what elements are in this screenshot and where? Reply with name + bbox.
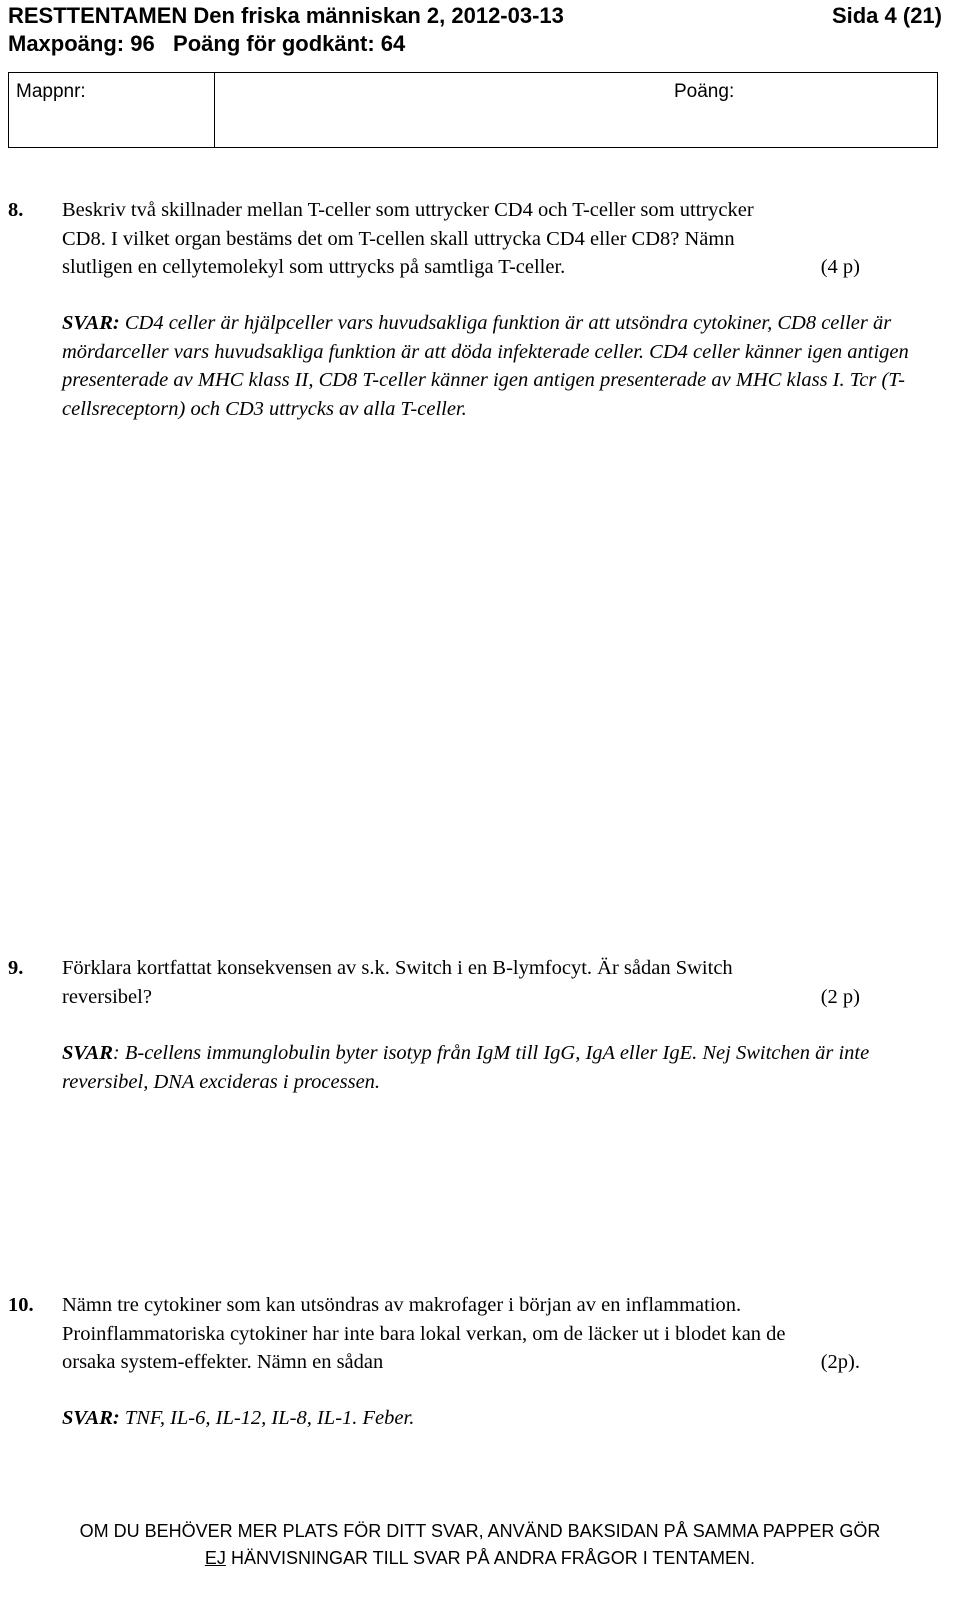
page-number: Sida 4 (21) — [831, 3, 942, 28]
footer-ej: EJ — [204, 1548, 226, 1568]
answer-text: : B-cellens immunglobulin byter isotyp från IgM till IgG, IgA eller IgE. Nej Switchen är inte reversibel, DNA excideras i processen. — [62, 1042, 870, 1093]
pass-points: Poäng för godkänt: 64 — [173, 31, 406, 56]
question-number: 8. — [8, 199, 24, 221]
question-number: 10. — [8, 1294, 34, 1316]
footer-line-1: OM DU BEHÖVER MER PLATS FÖR DITT SVAR, ANVÄND BAKSIDAN PÅ SAMMA PAPPER GÖR — [79, 1521, 881, 1541]
answer-text: TNF, IL-6, IL-12, IL-8, IL-1. Feber. — [119, 1407, 415, 1429]
question-8 — [8, 196, 888, 282]
answer-8 — [62, 309, 932, 423]
mappnr-points-box — [8, 72, 938, 148]
footer-line-2-text: HÄNVISNINGAR TILL SVAR PÅ ANDRA FRÅGOR I TENTAMEN. — [225, 1548, 756, 1568]
answer-label: SVAR — [62, 1042, 113, 1064]
answer-10 — [62, 1404, 932, 1433]
question-text: Beskriv två skillnader mellan T-celler som uttrycker CD4 och T-celler som uttrycker CD8. I vilket organ bestäms det om T-cellen skall uttrycka CD4 eller CD8? Nämn slutligen en cellytemolekyl som uttrycks på samtliga T-celler. — [62, 199, 754, 278]
answer-label: SVAR: — [62, 312, 120, 334]
question-text: Nämn tre cytokiner som kan utsöndras av makrofager i början av en inflammation. Proinflammatoriska cytokiner har inte bara lokal verkan, om de läcker ut i blodet kan de orsaka system-effekter. Nämn en sådan — [62, 1294, 786, 1373]
question-points: (2p). — [820, 1351, 860, 1373]
mappnr-label: Mappnr: — [16, 81, 86, 102]
poang-label: Poäng: — [674, 81, 735, 102]
page-footer — [8, 1518, 952, 1572]
max-points: Maxpoäng: 96 — [8, 31, 155, 56]
question-points: (4 p) — [820, 256, 860, 278]
box-divider — [214, 73, 215, 147]
answer-label: SVAR: — [62, 1407, 120, 1429]
question-text: Förklara kortfattat konsekvensen av s.k. Switch i en B-lymfocyt. Är sådan Switch reversibel? — [62, 957, 733, 1008]
question-points: (2 p) — [820, 985, 860, 1008]
question-9 — [8, 954, 888, 1011]
answer-text: CD4 celler är hjälpceller vars huvudsakliga funktion är att utsöndra cytokiner, CD8 celler är mördarceller vars huvudsakliga funktion är att döda infekterade celler. CD4 celler känner igen antigen presenterade av MHC klass II, CD8 T-celler känner igen antigen presenterade av MHC klass I. Tcr (T-cellsreceptorn) och CD3 uttrycks av alla T-celler. — [62, 312, 909, 420]
question-10 — [8, 1291, 888, 1377]
question-number: 9. — [8, 957, 24, 979]
page-header — [8, 2, 948, 58]
exam-title: RESTTENTAMEN Den friska människan 2, 2012-03-13 — [8, 3, 564, 28]
footer-line-2 — [8, 1545, 952, 1572]
answer-9 — [62, 1039, 932, 1096]
